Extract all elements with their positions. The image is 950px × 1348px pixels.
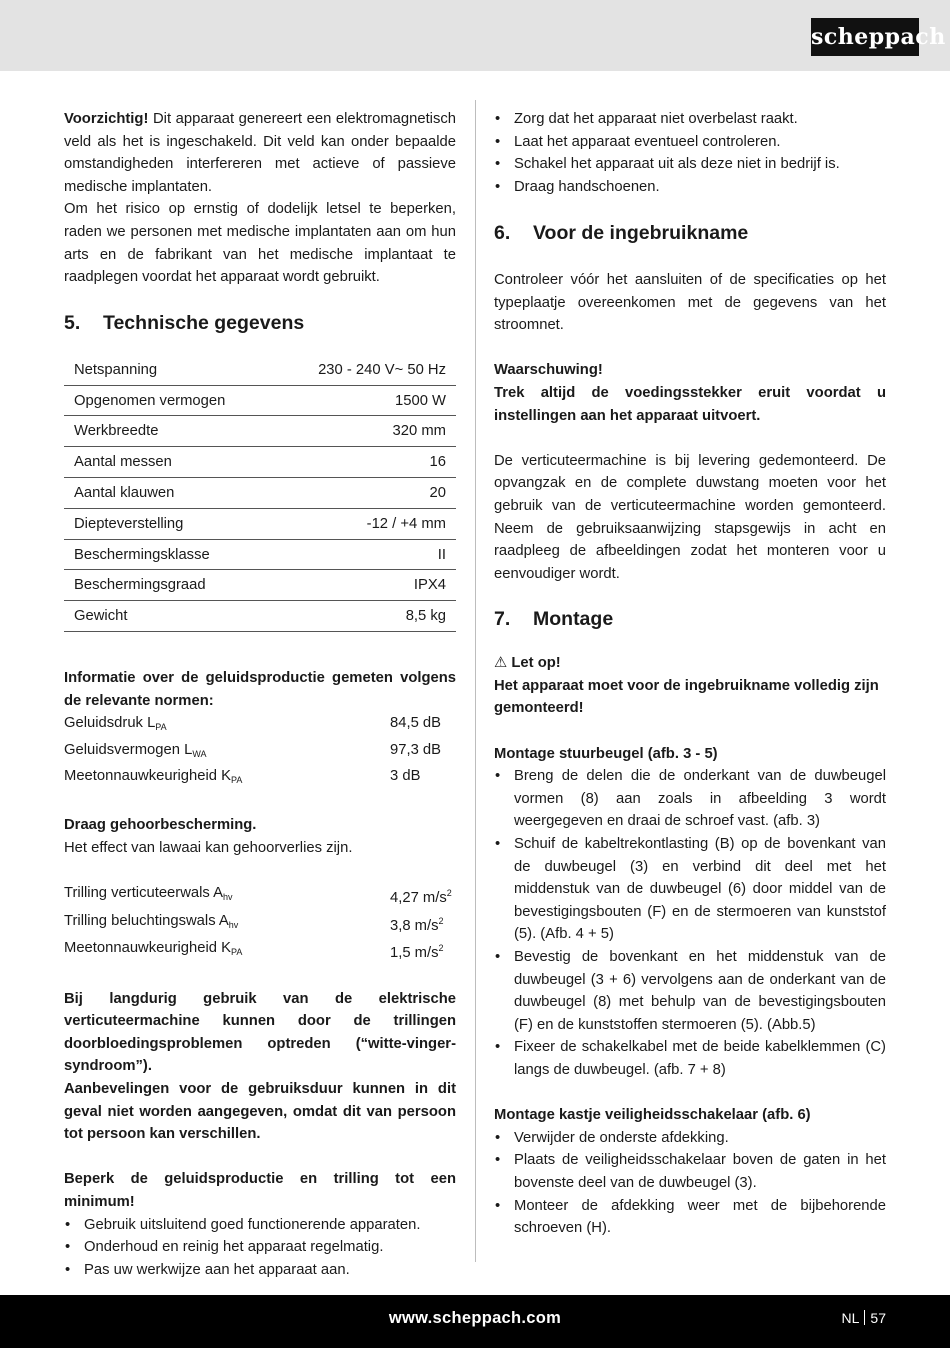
attention-text: Het apparaat moet voor de ingebruikname volledig zijn gemonteerd!	[494, 677, 879, 717]
measure-label-text: Geluidsvermogen L	[64, 741, 193, 758]
noise-values	[64, 712, 456, 792]
measure-value	[390, 937, 444, 965]
list-item: • Schakel het apparaat uit als deze niet in bedrijf is.	[494, 153, 886, 176]
measure-subscript: WA	[192, 748, 207, 759]
header-bar	[0, 0, 950, 71]
spec-value: 8,5 kg	[405, 608, 446, 625]
section-6-heading	[494, 220, 886, 246]
spec-value: 230 - 240 V~ 50 Hz	[318, 361, 446, 378]
measure-label	[64, 712, 390, 739]
measure-value	[390, 712, 441, 739]
spec-row	[64, 570, 456, 601]
page-number	[842, 1310, 886, 1326]
noise-row	[64, 765, 456, 792]
list-item: • Draag handschoenen.	[494, 176, 886, 199]
measure-superscript: 2	[446, 888, 452, 899]
emf-warning-advice: Om het risico op ernstig of dodelijk letsel te beperken, raden we personen met medische implantaten aan om hun arts en de fabrikant van het medische implantaat te raadplegen voordat het apparaat wordt gebruikt.	[64, 201, 456, 286]
section-title: Montage	[533, 608, 614, 631]
noise-row	[64, 739, 456, 766]
handle-assembly-list	[494, 765, 886, 1081]
section-number: 6.	[494, 222, 511, 245]
list-item: • Fixeer de schakelkabel met de beide kabelklemmen (C) langs de duwbeugel. (afb. 7 + 8)	[494, 1036, 886, 1081]
warning-title: Waarschuwing!	[494, 362, 603, 379]
vibration-row	[64, 937, 456, 965]
section-number: 5.	[64, 311, 81, 334]
spec-value: 1500 W	[395, 392, 446, 409]
spec-label: Diepteverstelling	[74, 515, 184, 532]
measure-value	[390, 765, 420, 792]
measure-label	[64, 765, 390, 792]
noise-row	[64, 712, 456, 739]
spec-row	[64, 509, 456, 540]
switch-box-list	[494, 1127, 886, 1240]
measure-label-text: Meetonnauwkeurigheid K	[64, 768, 231, 785]
measure-value	[390, 910, 444, 938]
spec-label: Opgenomen vermogen	[74, 392, 226, 409]
measure-value-text: 1,5 m/s	[390, 945, 439, 962]
measure-label-text: Trilling verticuteerwals A	[64, 885, 223, 902]
spec-label: Gewicht	[74, 608, 128, 625]
limit-list	[64, 1214, 456, 1282]
section-title: Technische gegevens	[103, 311, 305, 334]
spec-label: Werkbreedte	[74, 423, 159, 440]
warning-text: Trek altijd de voedingsstekker eruit voordat u instellingen aan het apparaat uitvoert.	[494, 384, 886, 424]
left-column	[64, 108, 456, 1281]
spec-value: II	[437, 546, 446, 563]
measure-value-text: 84,5 dB	[390, 715, 442, 732]
spec-value: 16	[429, 454, 446, 471]
list-item: • Schuif de kabeltrekontlasting (B) op de bovenkant van de duwbeugel (3) en verbind dit deel met het middenstuk van de duwbeugel (6) door middel van de bevestigingsbouten (F) en de stermoeren van kunststof (5). (Afb. 4 + 5)	[494, 833, 886, 946]
measure-label	[64, 882, 390, 910]
spec-label: Netspanning	[74, 361, 158, 378]
measure-subscript: PA	[155, 722, 167, 733]
list-item: • Verwijder de onderste afdekking.	[494, 1127, 886, 1150]
list-item: • Monteer de afdekking weer met de bijbehorende schroeven (H).	[494, 1195, 886, 1240]
list-item: • Bevestig de bovenkant en het middenstuk van de duwbeugel (3 + 6) vervolgens aan de onderkant van de duwbeugel (8) met behulp van de bevestigingsbouten (F) en de kunststoffen stermoeren (5). (Abb.5)	[494, 946, 886, 1036]
list-item: • Pas uw werkwijze aan het apparaat aan.	[64, 1259, 456, 1282]
spec-table	[64, 355, 456, 632]
delivery-text: De verticuteermachine is bij levering gedemonteerd. De opvangzak en de complete duwstang moeten voor het gebruik van de verticuteermachine worden gemonteerd. Neem de gebruiksaanwijzing stapsgewijs in acht en raadpleeg de afbeeldingen zodat het monteren voor u eenvoudiger wordt.	[494, 452, 886, 582]
long-use-warning: Bij langdurig gebruik van de elektrische verticuteermachine kunnen door de trillingen doorbloedingsproblemen optreden (“witte-vinger-syndroom”).	[64, 990, 456, 1075]
spec-row	[64, 478, 456, 509]
column-divider	[475, 100, 476, 1262]
measure-subscript: PA	[231, 775, 243, 786]
warning-text: Dit apparaat genereert een elektromagnetisch veld als het is ingeschakeld. Dit veld kan onder bepaalde omstandigheden interfereren met actieve of passieve medische implantaten.	[64, 111, 456, 195]
list-item: • Onderhoud en reinig het apparaat regelmatig.	[64, 1236, 456, 1259]
list-item: • Breng de delen die de onderkant van de duwbeugel vormen (8) aan zoals in afbeelding 3 wordt weergegeven en draai de schroef vast. (afb. 3)	[494, 765, 886, 833]
spec-row	[64, 416, 456, 447]
emf-warning	[64, 108, 456, 198]
spec-value: -12 / +4 mm	[366, 515, 446, 532]
measure-value-text: 3,8 m/s	[390, 917, 439, 934]
limit-heading: Beperk de geluidsproductie en trilling tot een minimum!	[64, 1171, 456, 1210]
vibration-values	[64, 882, 456, 965]
separator	[864, 1310, 865, 1325]
warning-label: Voorzichtig!	[64, 111, 149, 127]
spec-row	[64, 447, 456, 478]
spec-value: IPX4	[413, 577, 446, 594]
warning-triangle-icon: ⚠	[494, 655, 508, 672]
noise-heading: Informatie over de geluidsproductie gemeten volgens de relevante normen:	[64, 669, 456, 709]
measure-value-text: 97,3 dB	[390, 741, 442, 758]
spec-row	[64, 601, 456, 632]
hearing-protection-title: Draag gehoorbescherming.	[64, 817, 257, 834]
section-5-heading	[64, 310, 456, 336]
measure-value	[390, 739, 441, 766]
long-use-recommendation: Aanbevelingen voor de gebruiksduur kunnen in dit geval niet worden aangegeven, omdat dit van persoon tot persoon kan verschillen.	[64, 1081, 456, 1143]
measure-value-text: 3 dB	[390, 768, 421, 785]
website-link[interactable]: www.scheppach.com	[388, 1309, 562, 1327]
usage-list	[494, 108, 886, 198]
measure-subscript: PA	[231, 947, 243, 958]
handle-assembly-heading: Montage stuurbeugel (afb. 3 - 5)	[494, 745, 718, 762]
measure-superscript: 2	[438, 943, 444, 954]
measure-label	[64, 739, 390, 766]
attention-title	[494, 652, 886, 675]
spec-label: Beschermingsklasse	[74, 546, 210, 563]
list-item: • Zorg dat het apparaat niet overbelast raakt.	[494, 108, 886, 131]
list-item: • Plaats de veiligheidsschakelaar boven de gaten in het bovenste deel van de duwbeugel (3).	[494, 1149, 886, 1194]
spec-label: Aantal klauwen	[74, 484, 175, 501]
spec-label: Aantal messen	[74, 454, 172, 471]
vibration-row	[64, 882, 456, 910]
spec-label: Beschermingsgraad	[74, 577, 206, 594]
spec-row	[64, 540, 456, 571]
measure-subscript: hv	[228, 919, 239, 930]
vibration-row	[64, 910, 456, 938]
section-7-heading	[494, 606, 886, 632]
switch-box-heading: Montage kastje veiligheidsschakelaar (afb. 6)	[494, 1107, 811, 1124]
measure-superscript: 2	[438, 915, 444, 926]
hearing-protection-text: Het effect van lawaai kan gehoorverlies zijn.	[64, 840, 353, 857]
measure-label	[64, 910, 390, 938]
measure-label-text: Meetonnauwkeurigheid K	[64, 940, 231, 957]
spec-row	[64, 355, 456, 386]
measure-value-text: 4,27 m/s	[390, 890, 447, 907]
language-code: NL	[841, 1310, 860, 1326]
section-number: 7.	[494, 608, 511, 631]
measure-label-text: Geluidsdruk L	[64, 715, 156, 732]
attention-label: Let op!	[511, 655, 561, 672]
measure-subscript: hv	[222, 892, 233, 903]
footer-bar	[0, 1295, 950, 1348]
list-item: • Gebruik uitsluitend goed functionerende apparaten.	[64, 1214, 456, 1237]
measure-label	[64, 937, 390, 965]
spec-value: 320 mm	[392, 423, 446, 440]
measure-value	[390, 882, 452, 910]
page-number-value: 57	[870, 1310, 886, 1326]
spec-value: 20	[429, 484, 446, 501]
section-title: Voor de ingebruikname	[533, 222, 749, 245]
scheppach-logo: scheppach	[811, 18, 919, 56]
spec-row	[64, 386, 456, 417]
measure-label-text: Trilling beluchtingswals A	[64, 912, 229, 929]
connection-check-text: Controleer vóór het aansluiten of de specificaties op het typeplaatje overeenkomen met de gegevens van het stroomnet.	[494, 271, 886, 334]
right-column	[494, 108, 886, 1240]
list-item: • Laat het apparaat eventueel controleren.	[494, 131, 886, 154]
